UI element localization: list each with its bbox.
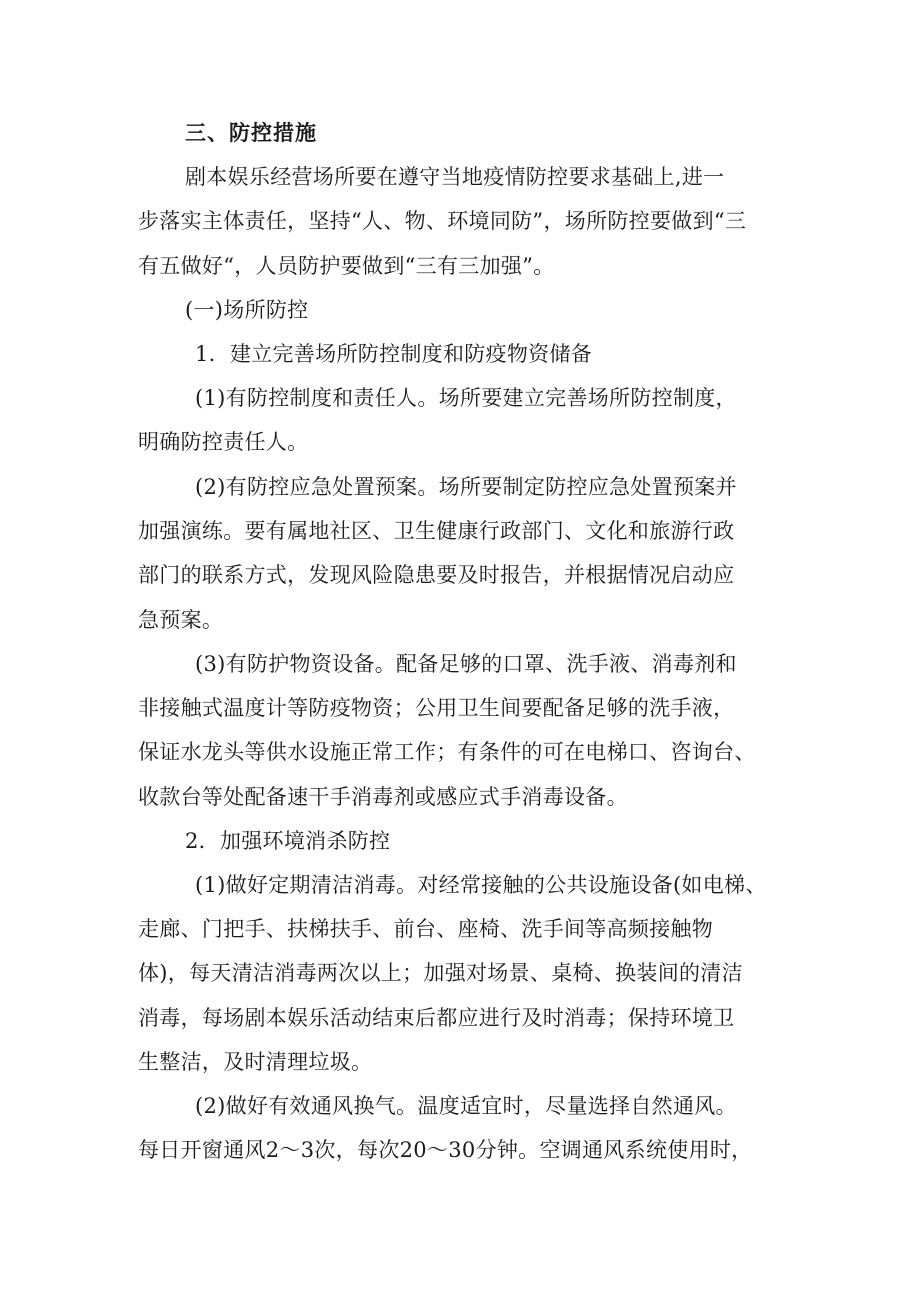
paragraph-line: 部门的联系方式，发现风险隐患要及时报告，并根据情况启动应 xyxy=(138,563,735,587)
paragraph-line: 收款台等处配备速干手消毒剂或感应式手消毒设备。 xyxy=(138,785,628,809)
paragraph-line: (1)有防控制度和责任人。场所要建立完善场所防控制度， xyxy=(195,386,737,410)
paragraph-line: 消毒，每场剧本娱乐活动结束后都应进行及时消毒；保持环境卫 xyxy=(138,1006,735,1030)
paragraph-line: 走廊、门把手、扶梯扶手、前台、座椅、洗手间等高频接触物 xyxy=(138,917,714,941)
paragraph-line: 急预案。 xyxy=(138,608,224,632)
paragraph-line: (2)有防控应急处置预案。场所要制定防控应急处置预案并 xyxy=(195,475,737,499)
paragraph-line: 明确防控责任人。 xyxy=(138,430,309,454)
item-title: 2．加强环境消杀防控 xyxy=(185,829,391,853)
paragraph-line: 生整洁，及时清理垃圾。 xyxy=(138,1050,373,1074)
paragraph-line: 体)，每天清洁消毒两次以上；加强对场景、桌椅、换装间的清洁 xyxy=(138,961,743,985)
paragraph-line: 步落实主体责任，坚持“人、物、环境同防”，场所防控要做到“三 xyxy=(138,209,747,233)
paragraph-line: 保证水龙头等供水设施正常工作；有条件的可在电梯口、咨询台、 xyxy=(138,740,756,764)
paragraph-line: 非接触式温度计等防疫物资；公用卫生间要配备足够的洗手液， xyxy=(138,696,735,720)
paragraph-line: (1)做好定期清洁消毒。对经常接触的公共设施设备(如电梯、 xyxy=(195,873,767,897)
paragraph-line: 每日开窗通风2～3次，每次20～30分钟。空调通风系统使用时， xyxy=(138,1138,753,1162)
section-heading: 三、防控措施 xyxy=(185,120,317,145)
subsection-title: (一)场所防控 xyxy=(185,298,309,322)
paragraph-line: 加强演练。要有属地社区、卫生健康行政部门、文化和旅游行政 xyxy=(138,519,735,543)
paragraph-line: 有五做好“，人员防护要做到“三有三加强”。 xyxy=(138,254,555,278)
paragraph-line: 剧本娱乐经营场所要在遵守当地疫情防控要求基础上,进一 xyxy=(185,165,725,189)
paragraph-line: (3)有防护物资设备。配备足够的口罩、洗手液、消毒剂和 xyxy=(195,652,737,676)
paragraph-line: (2)做好有效通风换气。温度适宜时，尽量选择自然通风。 xyxy=(195,1094,737,1118)
item-title: 1．建立完善场所防控制度和防疫物资储备 xyxy=(195,342,593,366)
